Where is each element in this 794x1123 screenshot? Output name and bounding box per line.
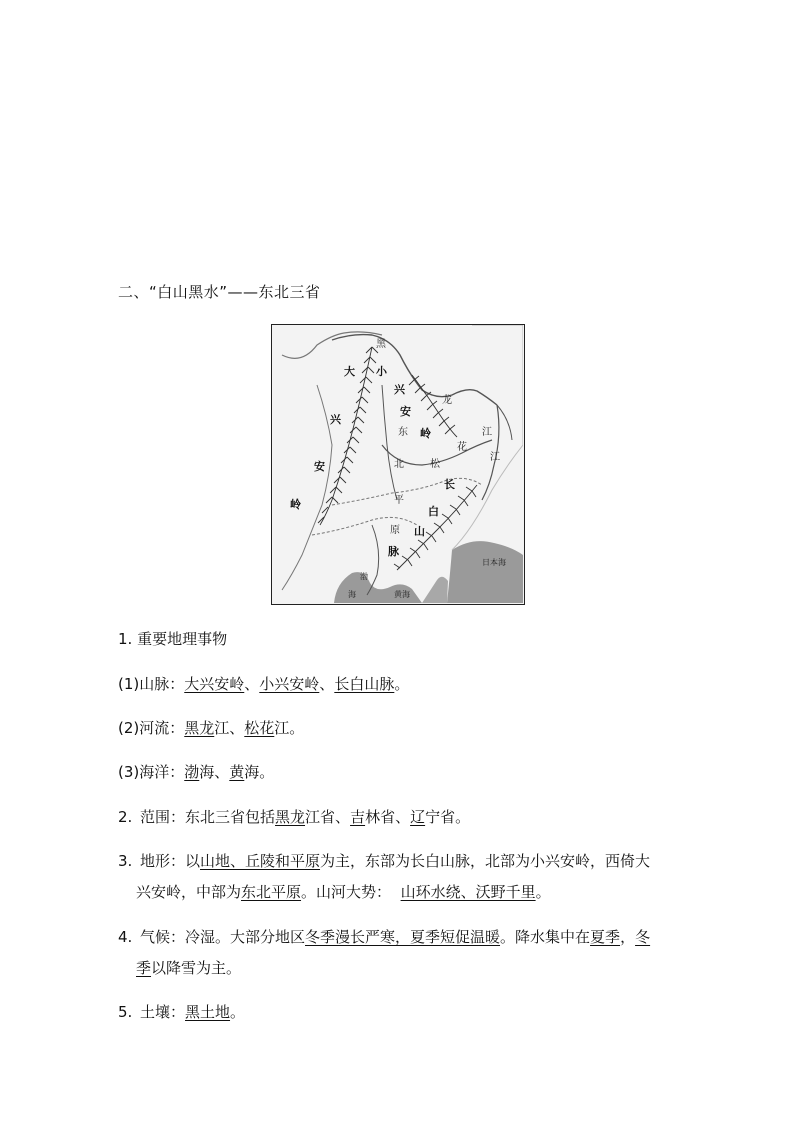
sea-b: 黄 <box>229 763 245 781</box>
end: 。 <box>394 675 410 693</box>
label-shan: 山 <box>414 525 425 538</box>
text: 江省、 <box>305 808 351 826</box>
terrain-types: 山地、丘陵和平原 <box>200 852 321 870</box>
section-2-number: 2. <box>118 808 133 826</box>
label-bo: 渤 <box>360 572 368 581</box>
label-yuan: 原 <box>390 525 400 536</box>
soil-type: 黑土地 <box>185 1003 231 1021</box>
section-4-line-2 <box>136 953 241 983</box>
mountain-c: 长白山脉 <box>334 675 395 693</box>
text: 范围：东北三省包括 <box>140 808 276 826</box>
section-3-line-2 <box>136 877 551 907</box>
province-a: 黑龙 <box>275 808 306 826</box>
plain-name: 东北平原 <box>241 883 302 901</box>
border-jilin <box>332 478 482 505</box>
label-haiA: 海 <box>348 590 356 599</box>
text: 宁省。 <box>425 808 471 826</box>
label-xing2: 兴 <box>394 383 405 396</box>
mountain-a: 大兴安岭 <box>184 675 245 693</box>
text: 。降水集中在 <box>500 928 591 946</box>
seas-line <box>118 757 274 787</box>
sea-a-rest: 海、 <box>199 763 230 781</box>
label-huanghai: 黄海 <box>394 590 410 599</box>
text: 林省、 <box>365 808 411 826</box>
text: ， <box>620 928 636 946</box>
river-a: 黑龙 <box>184 719 215 737</box>
text: 气候：冷湿。大部分地区 <box>140 928 306 946</box>
border-west <box>282 332 382 358</box>
label-ribenhai: 日本海 <box>482 558 506 567</box>
label-jiang2: 江 <box>490 452 500 463</box>
yellow-sea-top <box>422 577 448 603</box>
river-a-rest: 江、 <box>214 719 245 737</box>
label-xiao: 小 <box>376 365 387 378</box>
border-heilongjiang-river <box>332 335 497 405</box>
nen-river <box>382 385 397 500</box>
border-inner-west <box>282 385 332 590</box>
label-long: 龙 <box>442 395 452 406</box>
rivers-prefix: (2)河流： <box>118 719 185 737</box>
text: 土壤： <box>140 1003 186 1021</box>
label-mai: 脉 <box>388 545 399 558</box>
map-svg <box>272 325 523 603</box>
text: 以降雪为主。 <box>151 959 242 977</box>
label-ling2: 岭 <box>420 427 431 440</box>
section-3-line-1 <box>118 846 650 876</box>
text: 。山河大势： <box>301 883 392 901</box>
section-2 <box>118 802 470 832</box>
label-da: 大 <box>344 365 355 378</box>
section-3-number: 3. <box>118 852 133 870</box>
label-an2: 安 <box>400 405 411 418</box>
sea-a: 渤 <box>184 763 200 781</box>
label-bei: 北 <box>394 459 404 470</box>
landscape-summary: 山环水绕、沃野千里 <box>400 883 536 901</box>
label-song: 松 <box>430 459 440 470</box>
sep: 、 <box>319 675 335 693</box>
japan-sea <box>447 541 523 603</box>
section-5-number: 5. <box>118 1003 133 1021</box>
label-ling1: 岭 <box>290 498 301 511</box>
river-b-rest: 江。 <box>274 719 305 737</box>
section-heading: 二、“白山黑水”——东北三省 <box>118 283 321 301</box>
label-chang: 长 <box>444 478 455 491</box>
winter-part-1: 冬 <box>635 928 651 946</box>
text: 。 <box>535 883 551 901</box>
label-hei: 黑 <box>376 339 386 350</box>
section-4-number: 4. <box>118 928 133 946</box>
label-an1: 安 <box>314 460 325 473</box>
rivers-line <box>118 713 304 743</box>
label-jiang1: 江 <box>482 427 492 438</box>
label-dong: 东 <box>398 427 408 438</box>
border-liaoning <box>312 517 417 535</box>
text: 。 <box>230 1003 246 1021</box>
mountain-b: 小兴安岭 <box>259 675 320 693</box>
label-ping: 平 <box>394 495 404 506</box>
mountains-prefix: (1)山脉： <box>118 675 185 693</box>
text: 地形：以 <box>140 852 201 870</box>
sep: 、 <box>244 675 260 693</box>
winter-part-2: 季 <box>136 959 152 977</box>
rain-season: 夏季 <box>590 928 621 946</box>
section-5 <box>118 997 245 1027</box>
season-description: 冬季漫长严寒，夏季短促温暖 <box>305 928 501 946</box>
mountains-line <box>118 669 409 699</box>
section-4-line-1 <box>118 922 650 952</box>
xiaoxinganling-range <box>409 375 457 437</box>
province-b: 吉 <box>350 808 366 826</box>
label-xing1: 兴 <box>330 413 341 426</box>
text: 兴安岭，中部为 <box>136 883 242 901</box>
northeast-china-map <box>271 324 525 605</box>
sea-b-rest: 海。 <box>244 763 275 781</box>
seas-prefix: (3)海洋： <box>118 763 185 781</box>
text: 为主，东部为长白山脉，北部为小兴安岭，西倚大 <box>320 852 651 870</box>
river-b: 松花 <box>244 719 275 737</box>
label-hua: 花 <box>457 442 467 453</box>
section-1-title: 1. 重要地理事物 <box>118 630 228 648</box>
label-bai: 白 <box>428 505 439 518</box>
province-c: 辽 <box>410 808 426 826</box>
